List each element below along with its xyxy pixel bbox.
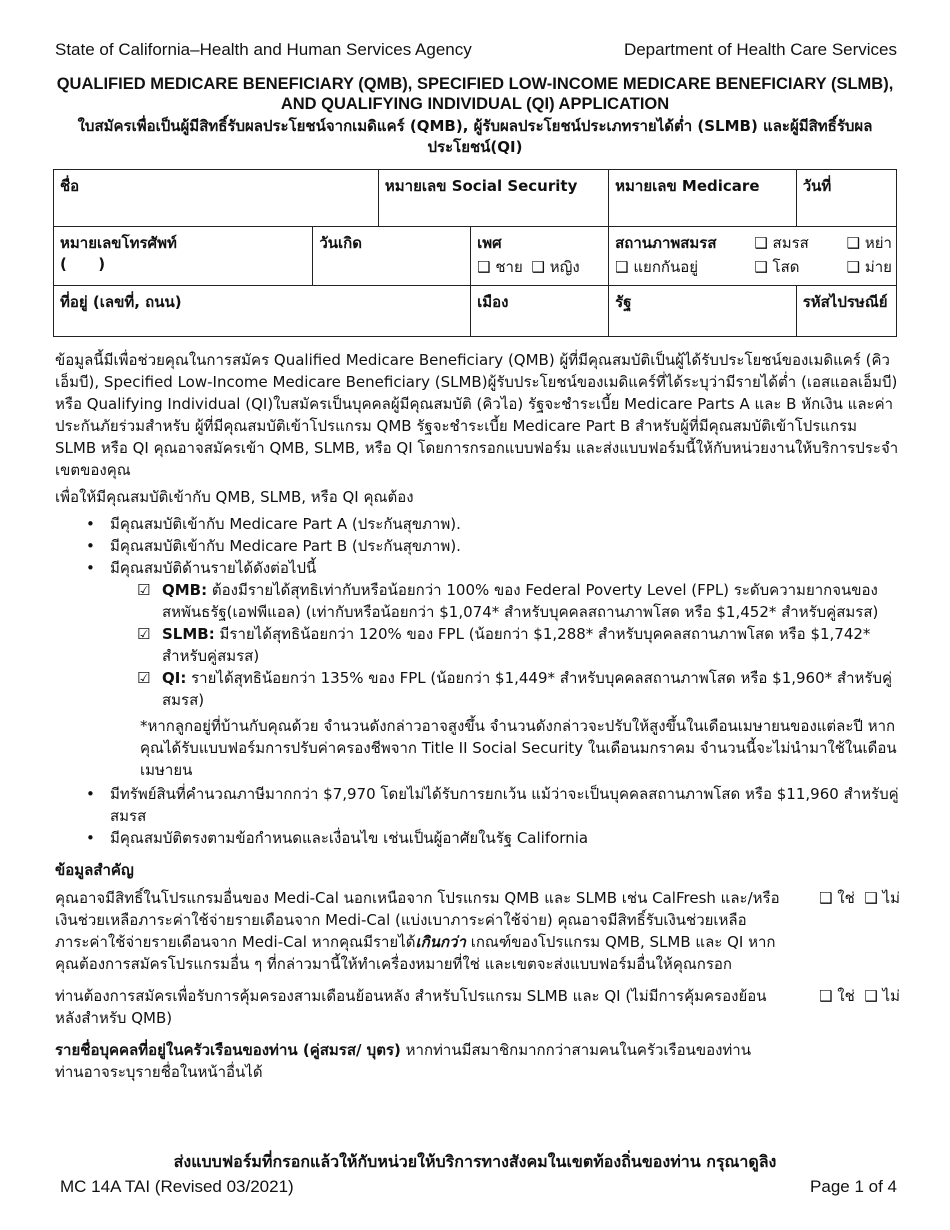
applicant-info-form bbox=[53, 169, 897, 337]
phone-field[interactable] bbox=[54, 227, 313, 286]
city-label: เมือง bbox=[477, 293, 509, 311]
medicare-label: หมายเลข Medicare bbox=[615, 177, 760, 195]
q1-emphasis: เกินกว่า bbox=[415, 933, 466, 951]
important-info-heading: ข้อมูลสำคัญ bbox=[55, 861, 134, 879]
list-item: • มีคุณสมบัติตรงตามข้อกำหนดและเงื่อนไข เช่นเป็นผู้อาศัยในรัฐ California bbox=[110, 827, 900, 849]
slmb-criterion bbox=[137, 623, 900, 667]
retroactive-coverage-question bbox=[55, 985, 900, 1029]
separated-checkbox[interactable]: ❑ แยกกันอยู่ bbox=[615, 258, 699, 276]
single-checkbox[interactable]: ❑ โสด bbox=[754, 258, 800, 276]
q2-text: ท่านต้องการสมัครเพื่อรับการคุ้มครองสามเดือนย้อนหลัง สำหรับโปรแกรม SLMB และ QI (ไม่มีการคุ้มครองย้อนหลังสำหรับ QMB) bbox=[55, 987, 767, 1027]
income-criteria-list bbox=[110, 579, 900, 711]
qi-criterion bbox=[137, 667, 900, 711]
list-item: • มีคุณสมบัติเข้ากับ Medicare Part B (ประกันสุขภาพ). bbox=[110, 535, 900, 557]
list-item bbox=[110, 557, 900, 781]
slmb-text: มีรายได้สุทธิน้อยกว่า 120% ของ FPL (น้อยกว่า $1,288* สำหรับบุคคลสถานภาพโสด หรือ $1,742* สำหรับคู่สมรส) bbox=[162, 625, 871, 665]
phone-label: หมายเลขโทรศัพท์ bbox=[60, 234, 177, 252]
list-item: • มีคุณสมบัติเข้ากับ Medicare Part A (ประกันสุขภาพ). bbox=[110, 513, 900, 535]
qi-label: QI: bbox=[162, 669, 187, 687]
household-text: หากท่านมีสมาชิกมากกว่าสามคนในครัวเรือนของท่าน ท่านอาจระบุรายชื่อในหน้าอื่นได้ bbox=[55, 1041, 751, 1081]
state-label: รัฐ bbox=[615, 293, 632, 311]
birthdate-field[interactable] bbox=[313, 227, 471, 286]
eligibility-lead: เพื่อให้มีคุณสมบัติเข้ากับ QMB, SLMB, หรือ QI คุณต้อง bbox=[55, 488, 414, 506]
checked-box-icon: ☑ bbox=[137, 581, 151, 599]
date-field[interactable] bbox=[796, 170, 896, 227]
intro-paragraph: ข้อมูลนี้มีเพื่อช่วยคุณในการสมัคร Qualified Medicare Beneficiary (QMB) ผู้ที่มีคุณสมบัติเป็นผู้ได้รับประโยชน์ของเมดิแคร์ (คิวเอ็มบี), Specified Low-Income Medicare Beneficiary (SLMB)ผู้รับประโยชน์ของเมดิแคร์ที่ได้ระบุว่ามีรายได้ต่ำ (เอสแอลเอ็มบี) หรือ Qualifying Individual (QI)ใบสมัครเป็นบุคคลผู้มีคุณสมบัติ (คิวไอ) รัฐจะชำระเบี้ย Medicare Parts A และ B หักเงิน และค่าประกันภัยร่วมสำหรับ ผู้ที่มีคุณสมบัติเข้าโปรแกรม QMB รัฐจะชำระเบี้ย Medicare Part B สำหรับผู้ที่มีคุณสมบัติเข้าโปรแกรม SLMB หรือ QI คุณอาจสมัครเข้า QMB, SLMB, หรือ QI โดยการกรอกแบบฟอร์ม และส่งแบบฟอร์มนี้ให้กับหน่วยงานให้บริการประจำเขตของคุณ bbox=[55, 351, 899, 479]
submission-instruction: ส่งแบบฟอร์มที่กรอกแล้วให้กับหน่วยให้บริการทางสังคมในเขตท้องถิ่นของท่าน กรุณาดูลิง bbox=[173, 1152, 777, 1171]
widowed-checkbox[interactable]: ❑ ม่าย bbox=[846, 258, 892, 276]
city-field[interactable] bbox=[471, 286, 609, 337]
household-section bbox=[55, 1039, 900, 1083]
sex-label: เพศ bbox=[477, 234, 502, 252]
q1-text-b: เกณฑ์ของโปรแกรม QMB, SLMB และ QI หากคุณต้องการสมัครโปรแกรมอื่น ๆ ที่กล่าวมานี้ให้ทำเครื่องหมายที่ใช่ และเขตจะส่งแบบฟอร์มอื่นให้คุณกรอก bbox=[55, 933, 776, 973]
zip-field[interactable] bbox=[796, 286, 896, 337]
q2-yes-checkbox[interactable]: ❑ ใช่ bbox=[819, 987, 855, 1005]
q1-yes-checkbox[interactable]: ❑ ใช่ bbox=[819, 889, 855, 907]
qi-text: รายได้สุทธิน้อยกว่า 135% ของ FPL (น้อยกว่า $1,449* สำหรับบุคคลสถานภาพโสด หรือ $1,960* สำหรับคู่สมรส) bbox=[162, 669, 892, 709]
phone-area-code: ( ) bbox=[60, 255, 106, 273]
divorced-checkbox[interactable]: ❑ หย่า bbox=[846, 234, 892, 252]
document-body bbox=[55, 349, 900, 1083]
eligibility-list bbox=[55, 513, 900, 849]
male-checkbox[interactable]: ❑ ชาย bbox=[477, 258, 523, 276]
title-english: QUALIFIED MEDICARE BENEFICIARY (QMB), SPECIFIED LOW-INCOME MEDICARE BENEFICIARY (SLMB), AND QUALIFYING INDIVIDUAL (QI) APPLICATION bbox=[56, 75, 894, 113]
q1-text-a: คุณอาจมีสิทธิ์ในโปรแกรมอื่นของ Medi-Cal นอกเหนือจาก โปรแกรม QMB และ SLMB เช่น CalFresh และ/หรือเงินช่วยเหลือภาระค่าใช้จ่ายรายเดือนจาก Medi-Cal (แบ่งเบาภาระค่าใช้จ่าย) คุณอาจมีสิทธิ์รับเงินช่วยเหลือภาระค่าใช้จ่ายรายเดือนจาก Medi-Cal หากคุณมีรายได้ bbox=[55, 889, 780, 951]
agency-header: State of California–Health and Human Services Agency bbox=[55, 40, 472, 59]
checked-box-icon: ☑ bbox=[137, 625, 151, 643]
name-field[interactable] bbox=[54, 170, 379, 227]
marital-status-field bbox=[609, 227, 897, 286]
name-label: ชื่อ bbox=[60, 177, 80, 195]
zip-label: รหัสไปรษณีย์ bbox=[802, 293, 888, 311]
qmb-criterion bbox=[137, 579, 900, 623]
slmb-label: SLMB: bbox=[162, 625, 215, 643]
page-number: Page 1 of 4 bbox=[810, 1177, 897, 1196]
marital-label: สถานภาพสมรส bbox=[615, 234, 717, 252]
title-thai: ใบสมัครเพื่อเป็นผู้มีสิทธิ์รับผลประโยชน์จากเมดิแคร์ (QMB), ผู้รับผลประโยชน์ประเภทรายได้ต่ำ (SLMB) และผู้มีสิทธิ์รับผลประโยชน์(QI) bbox=[77, 117, 873, 156]
q2-no-checkbox[interactable]: ❑ ไม่ bbox=[864, 987, 900, 1005]
medicare-field[interactable] bbox=[609, 170, 797, 227]
female-checkbox[interactable]: ❑ หญิง bbox=[531, 258, 580, 276]
checked-box-icon: ☑ bbox=[137, 669, 151, 687]
state-field[interactable] bbox=[609, 286, 797, 337]
married-checkbox[interactable]: ❑ สมรส bbox=[754, 234, 809, 252]
address-label: ที่อยู่ (เลขที่, ถนน) bbox=[60, 293, 182, 311]
income-criteria-label: มีคุณสมบัติด้านรายได้ดังต่อไปนี้ bbox=[110, 559, 317, 577]
sex-field bbox=[471, 227, 609, 286]
list-item: • มีทรัพย์สินที่คำนวณภาษีมากกว่า $7,970 โดยไม่ได้รับการยกเว้น แม้ว่าจะเป็นบุคคลสถานภาพโสด หรือ $11,960 สำหรับคู่สมรส bbox=[110, 783, 900, 827]
address-field[interactable] bbox=[54, 286, 471, 337]
q1-no-checkbox[interactable]: ❑ ไม่ bbox=[864, 889, 900, 907]
qmb-label: QMB: bbox=[162, 581, 208, 599]
household-heading: รายชื่อบุคคลที่อยู่ในครัวเรือนของท่าน (คู่สมรส/ บุตร) bbox=[55, 1041, 401, 1059]
income-note: *หากลูกอยู่ที่บ้านกับคุณด้วย จำนวนดังกล่าวอาจสูงขึ้น จำนวนดังกล่าวจะปรับให้สูงขึ้นในเดือนเมษายนของแต่ละปี หากคุณได้รับแบบฟอร์มการปรับค่าครองชีพจาก Title II Social Security ในเดือนมกราคม จำนวนนี้จะไม่นำมาใช้ในเดือนเมษายน bbox=[140, 717, 897, 779]
form-id: MC 14A TAI (Revised 03/2021) bbox=[60, 1177, 294, 1196]
department-header: Department of Health Care Services bbox=[623, 40, 897, 59]
birthdate-label: วันเกิด bbox=[319, 234, 362, 252]
date-label: วันที่ bbox=[802, 177, 832, 195]
other-programs-question bbox=[55, 887, 900, 975]
ssn-label: หมายเลข Social Security bbox=[384, 177, 578, 195]
ssn-field[interactable] bbox=[378, 170, 608, 227]
qmb-text: ต้องมีรายได้สุทธิเท่ากับหรือน้อยกว่า 100% ของ Federal Poverty Level (FPL) ระดับความยากจนของสหพันธรัฐ(เอฟพีแอล) (เท่ากับหรือน้อยกว่า $1,074* สำหรับบุคคลสถานภาพโสด หรือ $1,452* สำหรับคู่สมรส) bbox=[162, 581, 879, 621]
